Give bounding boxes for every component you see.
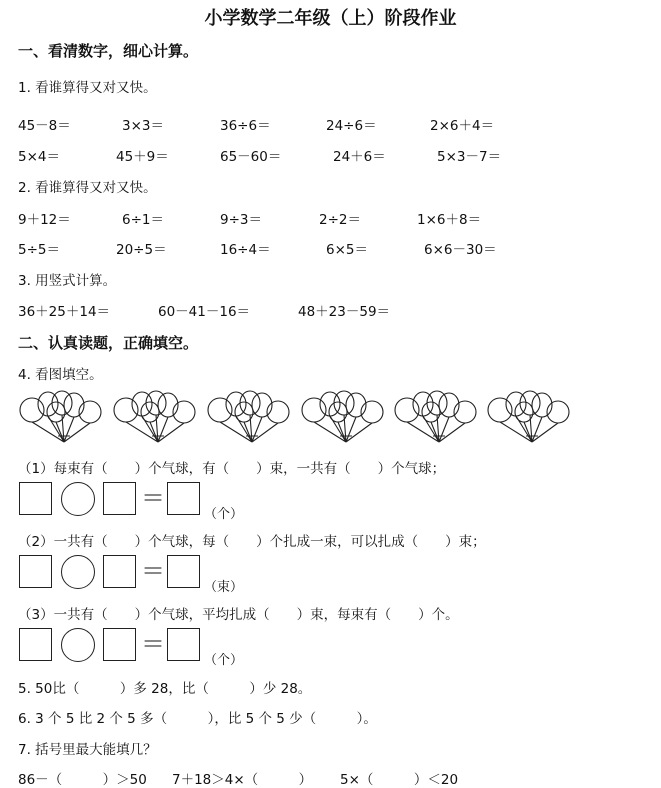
answer-box[interactable] bbox=[19, 555, 52, 588]
answer-box[interactable] bbox=[167, 628, 200, 661]
balloon-bunch-image bbox=[486, 390, 570, 446]
q7-label: 7. 括号里最大能填几？ bbox=[18, 742, 157, 758]
answer-box[interactable] bbox=[103, 628, 136, 661]
q2-r2-c3: 16÷4＝ bbox=[220, 242, 271, 258]
q3-item2: 60－41－16＝ bbox=[158, 304, 251, 320]
operator-circle[interactable] bbox=[61, 555, 95, 589]
answer-box[interactable] bbox=[167, 482, 200, 515]
q1-r2-c1: 5×4＝ bbox=[18, 149, 60, 165]
q2-r1-c1: 9＋12＝ bbox=[18, 212, 71, 228]
answer-box[interactable] bbox=[103, 482, 136, 515]
q2-r2-c2: 20÷5＝ bbox=[116, 242, 167, 258]
q2-r1-c5: 1×6＋8＝ bbox=[417, 212, 482, 228]
q2-r2-c4: 6×5＝ bbox=[326, 242, 368, 258]
unit-label: （束） bbox=[204, 580, 244, 595]
q1-r1-c1: 45－8＝ bbox=[18, 118, 71, 134]
q2-r2-c5: 6×6－30＝ bbox=[424, 242, 497, 258]
q4-part3-text: （3）一共有（ ）个气球，平均扎成（ ）束，每束有（ ）个。 bbox=[18, 607, 459, 623]
equals-sign: ＝ bbox=[141, 630, 165, 658]
equals-sign: ＝ bbox=[141, 557, 165, 585]
q7-item2: 7＋18＞4×（ ） bbox=[172, 772, 313, 788]
balloon-bunch-image bbox=[393, 390, 477, 446]
q6-text: 6. 3 个 5 比 2 个 5 多（ ），比 5 个 5 少（ ）。 bbox=[18, 711, 377, 727]
q1-r2-c3: 65－60＝ bbox=[220, 149, 282, 165]
answer-box[interactable] bbox=[167, 555, 200, 588]
q5-text: 5. 50比（ ）多 28，比（ ）少 28。 bbox=[18, 681, 312, 697]
q2-label: 2. 看谁算得又对又快。 bbox=[18, 180, 157, 196]
operator-circle[interactable] bbox=[61, 482, 95, 516]
q7-item3: 5×（ ）＜20 bbox=[340, 772, 459, 788]
q1-r2-c2: 45＋9＝ bbox=[116, 149, 169, 165]
q1-r1-c4: 24÷6＝ bbox=[326, 118, 377, 134]
q2-r1-c4: 2÷2＝ bbox=[319, 212, 361, 228]
answer-box[interactable] bbox=[19, 628, 52, 661]
unit-label: （个） bbox=[204, 507, 244, 522]
q1-label: 1. 看谁算得又对又快。 bbox=[18, 80, 157, 96]
q1-r2-c4: 24＋6＝ bbox=[333, 149, 386, 165]
q2-r2-c1: 5÷5＝ bbox=[18, 242, 60, 258]
q3-item1: 36＋25＋14＝ bbox=[18, 304, 111, 320]
unit-label: （个） bbox=[204, 653, 244, 668]
balloon-bunch-image bbox=[300, 390, 384, 446]
q3-item3: 48＋23－59＝ bbox=[298, 304, 391, 320]
q4-label: 4. 看图填空。 bbox=[18, 367, 103, 383]
equals-sign: ＝ bbox=[141, 484, 165, 512]
operator-circle[interactable] bbox=[61, 628, 95, 662]
q2-r1-c3: 9÷3＝ bbox=[220, 212, 262, 228]
q1-r1-c3: 36÷6＝ bbox=[220, 118, 271, 134]
q1-r1-c5: 2×6＋4＝ bbox=[430, 118, 495, 134]
answer-box[interactable] bbox=[19, 482, 52, 515]
answer-box[interactable] bbox=[103, 555, 136, 588]
q2-r1-c2: 6÷1＝ bbox=[122, 212, 164, 228]
section2-heading: 二、认真读题，正确填空。 bbox=[18, 334, 199, 352]
q1-r1-c2: 3×3＝ bbox=[122, 118, 164, 134]
q4-part2-text: （2）一共有（ ）个气球，每（ ）个扎成一束，可以扎成（ ）束； bbox=[18, 534, 486, 550]
q7-item1: 86－（ ）＞50 bbox=[18, 772, 147, 788]
q1-r2-c5: 5×3－7＝ bbox=[437, 149, 502, 165]
q3-label: 3. 用竖式计算。 bbox=[18, 273, 117, 289]
balloon-bunch-image bbox=[112, 390, 196, 446]
balloon-bunch-image bbox=[206, 390, 290, 446]
page-title: 小学数学二年级（上）阶段作业 bbox=[204, 8, 457, 29]
section1-heading: 一、看清数字，细心计算。 bbox=[18, 42, 199, 60]
q4-part1-text: （1）每束有（ ）个气球，有（ ）束，一共有（ ）个气球； bbox=[18, 461, 446, 477]
balloon-bunch-image bbox=[18, 390, 102, 446]
